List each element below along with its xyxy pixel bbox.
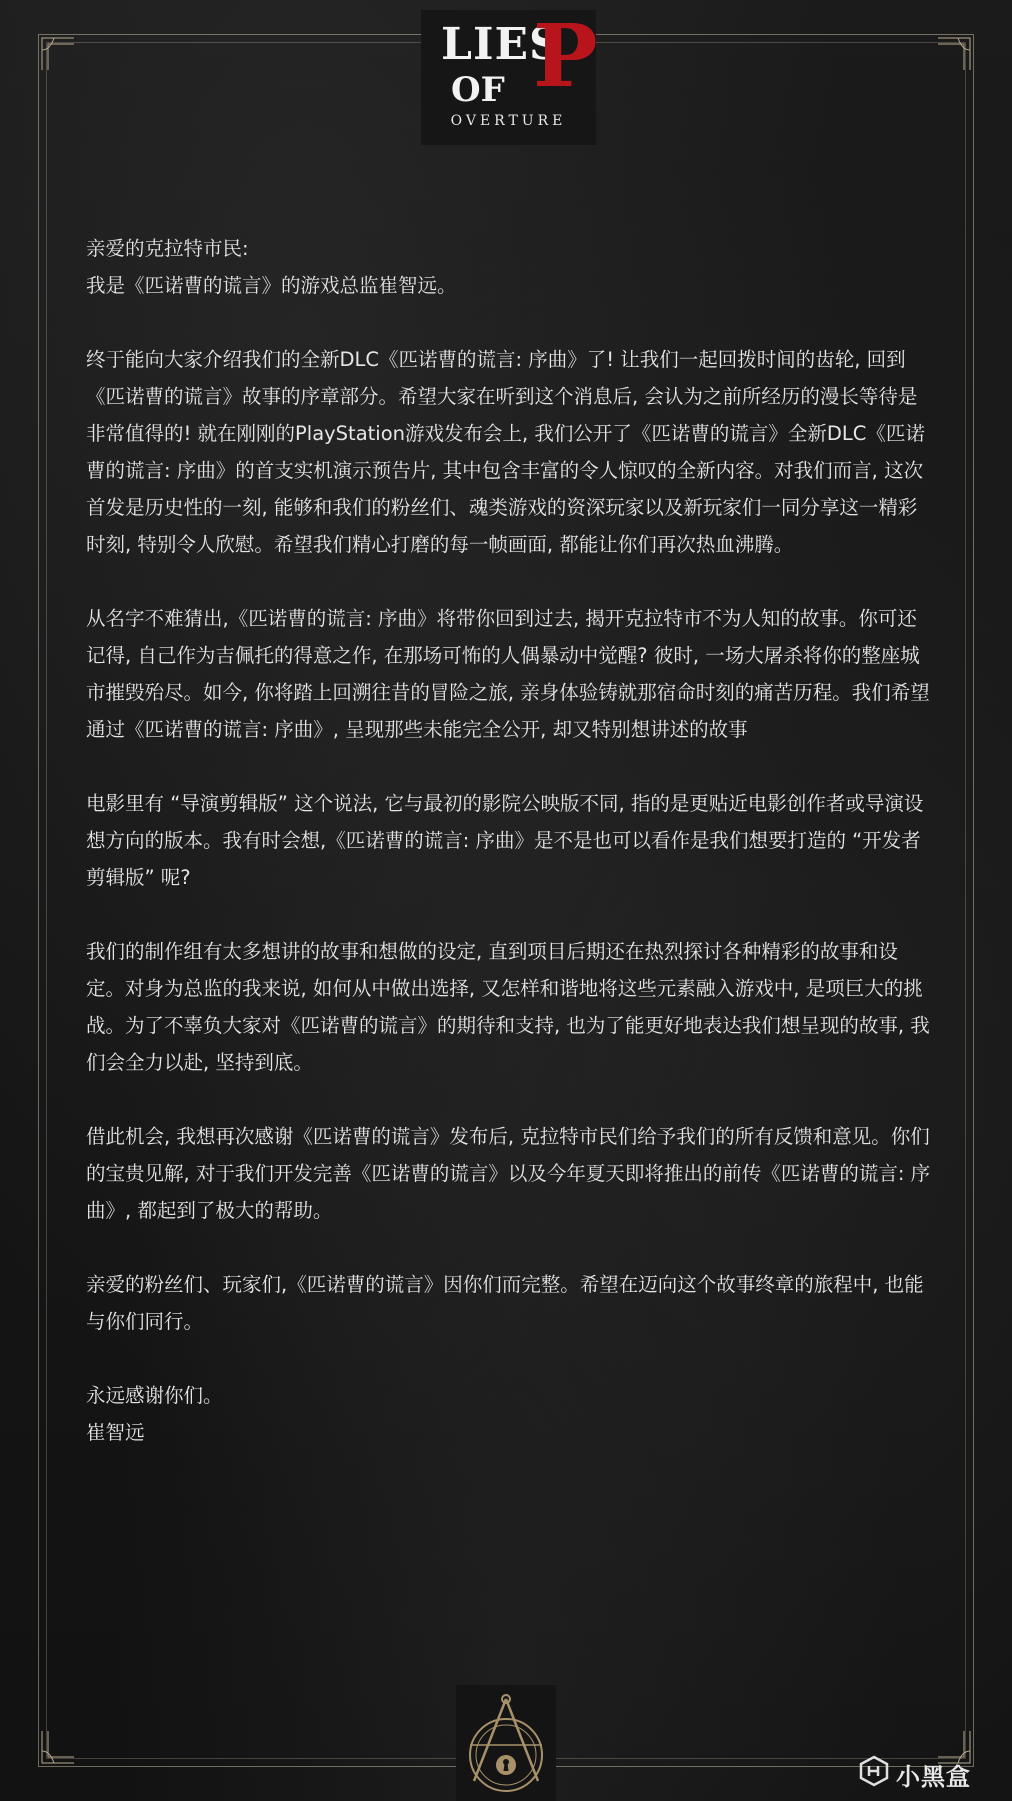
- logo-word-of: OF: [451, 70, 505, 110]
- letter-signature: 崔智远: [86, 1421, 145, 1444]
- letter-intro: 我是《匹诺曹的谎言》的游戏总监崔智远。: [86, 274, 457, 297]
- logo-letter-p: P: [533, 6, 598, 107]
- logo-word-lies: LIES: [441, 19, 562, 70]
- letter-paragraph: 终于能向大家介绍我们的全新DLC《匹诺曹的谎言: 序曲》了! 让我们一起回拨时间的齿轮, 回到《匹诺曹的谎言》故事的序章部分。希望大家在听到这个消息后, 会认为之前所经历的漫长等待是非常值得的! 就在刚刚的PlayStation游戏发布会上, 我们公开了《匹诺曹的谎言》全新DLC《匹诺曹的谎言: 序曲》的首支实机演示预告片, 其中包含丰富的令人惊叹的全新内容。对我们而言, 这次首发是历史性的一刻, 能够和我们的粉丝们、魂类游戏的资深玩家以及新玩家们一同分享这一精彩时刻, 特别令人欣慰。希望我们精心打磨的每一帧画面, 都能让你们再次热血沸腾。: [86, 348, 925, 556]
- letter-paragraph: 从名字不难猜出,《匹诺曹的谎言: 序曲》将带你回到过去, 揭开克拉特市不为人知的故事。你可还记得, 自己作为吉佩托的得意之作, 在那场可怖的人偶暴动中觉醒? 彼时, 一场大屠杀将你的整座城市摧毁殆尽。如今, 你将踏上回溯往昔的冒险之旅, 亲身体验铸就那宿命时刻的痛苦历程。我们希望通过《匹诺曹的谎言: 序曲》, 呈现那些未能完全公开, 却又特别想讲述的故事: [86, 607, 930, 741]
- corner-ornament-top-right: [936, 36, 972, 72]
- letter-greeting: 亲爱的克拉特市民:: [86, 237, 249, 260]
- letter-body: [86, 230, 936, 1451]
- watermark: [858, 1751, 988, 1791]
- letter-paragraph: 亲爱的粉丝们、玩家们,《匹诺曹的谎言》因你们而完整。希望在迈向这个故事终章的旅程中, 也能与你们同行。: [86, 1273, 924, 1333]
- corner-ornament-top-left: [40, 36, 76, 72]
- watermark-text: 小黑盒: [896, 1763, 971, 1791]
- letter-paragraph: 借此机会, 我想再次感谢《匹诺曹的谎言》发布后, 克拉特市民们给予我们的所有反馈和意见。你们的宝贵见解, 对于我们开发完善《匹诺曹的谎言》以及今年夏天即将推出的前传《匹诺曹的谎言: 序曲》, 都起到了极大的帮助。: [86, 1125, 931, 1222]
- watermark-logo-icon: [858, 1755, 890, 1787]
- game-logo: [421, 6, 598, 145]
- corner-ornament-bottom-left: [40, 1729, 76, 1765]
- letter-paragraph: 电影里有 “导演剪辑版” 这个说法, 它与最初的影院公映版不同, 指的是更贴近电影创作者或导演设想方向的版本。我有时会想,《匹诺曹的谎言: 序曲》是不是也可以看作是我们想要打造的 “开发者剪辑版” 呢?: [86, 792, 924, 889]
- letter-closing: 永远感谢你们。: [86, 1384, 223, 1407]
- letter-paragraph: 我们的制作组有太多想讲的故事和想做的设定, 直到项目后期还在热烈探讨各种精彩的故事和设定。对身为总监的我来说, 如何从中做出选择, 又怎样和谐地将这些元素融入游戏中, 是项巨大的挑战。为了不辜负大家对《匹诺曹的谎言》的期待和支持, 也为了能更好地表达我们想呈现的故事, 我们会全力以赴, 坚持到底。: [86, 940, 930, 1074]
- logo-subtitle: OVERTURE: [450, 113, 567, 129]
- keyhole-emblem-icon: [456, 1685, 556, 1801]
